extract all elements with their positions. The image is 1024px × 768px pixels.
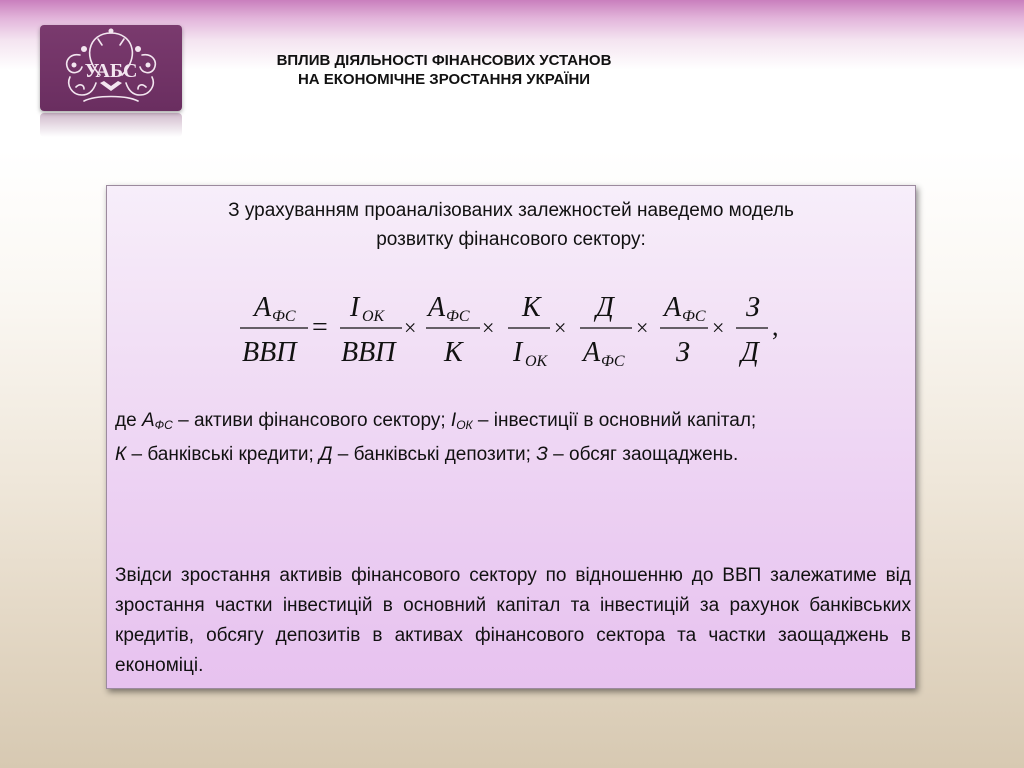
frac5-den: А [583,337,601,368]
formula [232,283,792,383]
frac1-num-sub: ФС [272,308,296,325]
def-z: – обсяг заощаджень. [547,444,739,465]
logo-emblem-icon [40,25,182,111]
logo [40,25,182,111]
frac6-den: З [676,337,690,368]
def-iok: – інвестиції в основний капітал; [472,410,757,431]
frac7-num: З [746,292,760,323]
frac5-den-sub: ФС [601,353,625,370]
symbol-z: З [536,444,548,465]
intro-line-2: розвитку фінансового сектору: [376,229,646,250]
frac4-num: К [522,292,541,323]
frac2-num: I [350,292,360,323]
conclusion-text: Звідси зростання активів фінансового сектору по відношенню до ВВП залежатиме від зростання частки інвестицій в основний капітал та інвестицій за рахунок банківських кредитів, обсягу депозитів в активах фінансового сектора та частки заощаджень в економіці. [115,565,911,676]
logo-reflection [40,113,182,137]
frac4-den: I [513,337,523,368]
frac3-num-sub: ФС [446,308,470,325]
frac3-den: К [444,337,463,368]
frac6-num-sub: ФС [682,308,706,325]
intro-line-1: З урахуванням проаналізованих залежностей наведемо модель [228,200,794,221]
symbol-d: Д [319,444,333,465]
times-sign-2: × [482,315,495,340]
frac1-num: А [254,292,272,323]
frac7-den: Д [741,337,759,368]
frac5-num: Д [596,292,614,323]
frac4-den-sub: ОК [525,353,548,370]
def-k: – банківські кредити; [126,444,320,465]
symbol-iok: I [450,410,457,431]
times-sign-5: × [712,315,725,340]
times-sign-1: × [404,315,417,340]
title-line-2: НА ЕКОНОМІЧНЕ ЗРОСТАННЯ УКРАЇНИ [297,71,591,88]
frac2-num-sub: ОК [362,308,385,325]
def-d: – банківські депозити; [332,444,537,465]
symbol-iok-sub: ОК [456,418,473,432]
formula-comma: , [772,312,779,341]
title-line-1: ВПЛИВ ДІЯЛЬНОСТІ ФІНАНСОВИХ УСТАНОВ [276,52,612,69]
svg-text:УАБС: УАБС [84,60,138,82]
times-sign-3: × [554,315,567,340]
page-title [200,51,688,89]
frac6-num: А [664,292,682,323]
symbol-k: К [115,444,127,465]
def-afs: – активи фінансового сектору; [172,410,451,431]
frac1-den: ВВП [242,337,297,368]
frac2-den: ВВП [341,337,396,368]
frac3-num: А [428,292,446,323]
content-panel [106,185,916,689]
times-sign-4: × [636,315,649,340]
symbol-afs-sub: ФС [154,418,173,432]
legend-definitions [115,406,911,469]
where-prefix: де [115,410,142,431]
intro-text [107,196,915,254]
equals-sign: = [312,312,328,343]
symbol-afs: А [141,410,155,431]
